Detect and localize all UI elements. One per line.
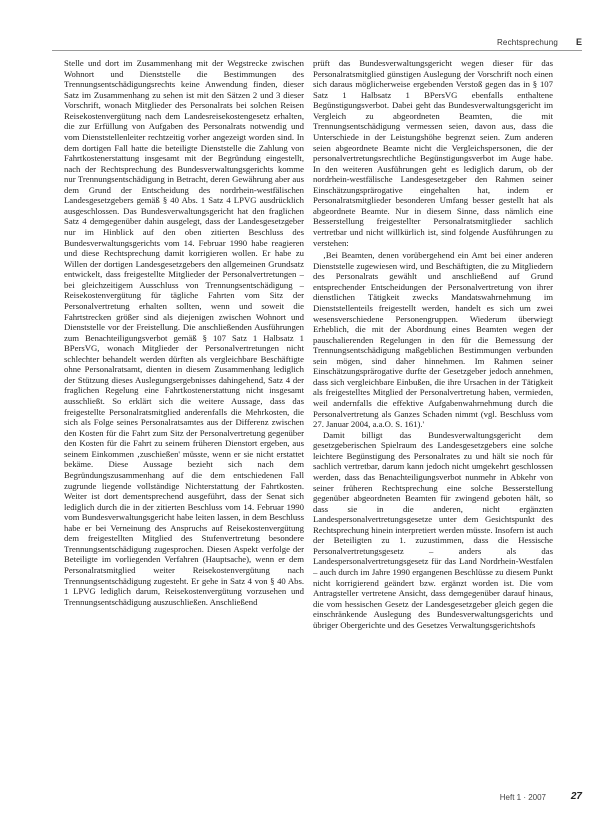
paragraph: Damit billigt das Bundesverwaltungsgericht dem gesetzgeberischen Spielraum des Landesgesetzgebers eine solche leichtere Begünstigung des Personalrates zu und hält sie noch für sachlich vertretbar, darum kann jedoch nicht umgekehrt geschlossen werden, dass das Benachteiligungsverbot nunmehr in Abkehr von seiner früheren Rechtsprechung eine solche Besserstellung gegenüber abgeordneten Beamten für zwingend geboten hält, so dass sie in die anderen, nicht ergänzten Landespersonalvertretungsgesetze unter dem Gesichtspunkt des Rechtsprechung hinein interpretiert werden müsste. Insofern ist auch der Beteiligten zu 1. zuzustimmen, dass die Hessische Personalvertretungsgesetz – anders als das Landespersonalvertretungsgesetz für das Land Nordrhein-Westfalen – auch durch im Jahre 1990 ergangenen Beschlüsse zu diesem Punkt nicht korrigierend geändert bzw. ergänzt worden ist. Die vom Antragsteller vertretene Ansicht, dass demgegenüber darauf hinaus, die vom hessischen Gesetz der Landesgesetzgeber gleich gegen die einschränkende Auslegung des Bundesverwaltungsgerichts und übriger Obergerichte und des Gesetzes Verwaltungsgerichtshofs <box>313 429 553 630</box>
header-rule <box>52 50 582 51</box>
paragraph: prüft das Bundesverwaltungsgericht wegen dieser für das Personalratsmitglied günstigen Auslegung der Vorschrift noch einen sich daraus möglicherweise ergebenden Verstoß gegen das in § 107 Satz 1 Halbsatz 1 BPersVG ebenfalls enthaltene Begünstigungsverbot. Dabei geht das Bundesverwaltungsgericht im Vergleich zu abgeordneten Beamten, die mit Trennungsentschädigung vermessen seien, davon aus, dass die Unterschiede in der Leistungshöhe begrenzt seien. Zum anderen seien abgeordnete Beamte nicht die Vergleichspersonen, die der personalvertretungsrechtliche Begünstigungsverbot im Auge habe. In den weiteren Ausführungen geht es lediglich darum, ob der nordrhein-westfälische Landesgesetzgeber den Rahmen seiner Einschätzungsprärogative eingehalten hat, indem er Personalratsmitglieder besonderen Umfang besser gestellt hat als abgeordnete Beamte. Nur in diesem Sinne, dass nämlich eine Besserstellung freigestellter Personalratsmitglieder sachlich vertretbar und nicht willkürlich ist, sind folgende Ausführungen zu verstehen: <box>313 58 553 248</box>
paragraph: Stelle und dort im Zusammenhang mit der Wegstrecke zwischen Wohnort und Dienststelle die Bestimmungen des Trennungsentschädigungsrechts keine Anwendung finden, dieser Satz im Zusammenhang zu sehen ist mit den Sätzen 2 und 3 dieser Vorschrift, wonach Mitglieder des Personalrats bei solchen Reisen Reisekostenvergütung nach dem Landesreisekostengesetz erhalten, die zur Erfüllung von Aufgaben des Personalrats notwendig und vom Dienststellenleiter rechtzeitig vorher angezeigt worden sind. In dem dortigen Fall hatte die beteiligte Dienststelle die Zahlung von Fahrtkostenerstattung insgesamt mit der Begründung eingestellt, nach der Rechtsprechung des Bundesverwaltungsgerichts komme nur Trennungsentschädigung in Betracht, deren Gewährung aber aus dem Grund der Entscheidung des nordrhein-westfälischen Landesgesetzgebers gemäß § 40 Abs. 1 Satz 4 LPVG ausdrücklich ausgeschlossen. Das Bundesverwaltungsgericht hat den fraglichen Satz 4 demgegenüber dahin ausgelegt, dass der Landesgesetzgeber nur im Hinblick auf den oben zitierten Beschluss des Bundesverwaltungsgerichts vom 14. Februar 1990 habe reagieren und diese Rechtsprechung damit korrigieren wollen. Er habe zu Willen der dortigen Landesgesetzgebers den allgemeinen Grundsatz entwickelt, dass freigestellte Mitglieder der Personalvertretungen – bei gleichzeitigem Ausschluss von Trennungsentschädigung – Reisekostenvergütung für tägliche Fahrten vom Sitz der Personalvertretung erhalten sollten, wenn und soweit die Fahrtstrecken größer sind als diejenigen zwischen Wohnort und Dienststelle vor der Freistellung. Die anschließenden Ausführungen zum Benachteiligungsverbot gemäß § 107 Satz 1 Halbsatz 1 BPersVG, wonach Mitglieder der Personalvertretungen nicht schlechter behandelt werden dürften als vergleichbare Beschäftigte ohne Personalratsamt, dienten in diesem Zusammenhang lediglich der Stützung dieses Auslegungsergebnisses dahingehend, Satz 4 der fraglichen Regelung eine Fahrtkostenerstattung nicht insgesamt ausschließt. So erklärt sich die weitere Aussage, dass das freigestellte Personalratsmitglied anderenfalls die Mehrkosten, die sich als Folge seines Personalratsamtes aus der Differenz zwischen den Kosten für die Fahrt zum Sitz der Personalvertretung gegenüber den Kosten für die Fahrt zu seinem früheren Dienstort ergeben, aus seinem Einkommen ‚zuschießen' müsste, wenn er sie nicht erstattet bekäme. Diese Aussage bezieht sich nach dem Begründungszusammenhang auf die dem entschiedenen Fall zugrunde liegende vollständige Nichterstattung der Fahrtkosten. Weiter ist dort dementsprechend ausgeführt, dass der Senat sich lediglich durch die in der zitierten Beschluss vom 14. Februar 1990 vom Bundesverwaltungsgericht habe leiten lassen, in dem Beschluss habe er bei Verneinung des Anspruchs auf Reisekostenvergütung dem freigestellten Mitglied des Stufenvertretung besondere Trennungsentschädigung zugesprochen. Diesen Aspekt verfolge der Beteiligte im vorliegenden Verfahren (Hauptsache), wenn er dem Personalratsmitglied weiter Reisekostenvergütung nach Trennungsentschädigung zugesteht. Er gehe in Satz 4 von § 40 Abs. 1 LPVG lediglich darum, Reisekostenvergütung vorzusehen und Trennungsentschädigung auszuschließen. Anschließend <box>64 58 304 607</box>
section-letter: E <box>575 37 582 47</box>
section-title: Rechtsprechung <box>496 38 558 47</box>
page-footer <box>0 790 602 810</box>
issue-label: Heft 1 · 2007 <box>499 793 546 802</box>
page-number: 27 <box>570 791 582 802</box>
quoted-passage: ‚Bei Beamten, denen vorübergehend ein Amt bei einer anderen Dienststelle zugewiesen wird, und Beschäftigten, die zu Mitgliedern des Personalrats gewählt und anschließend auf Grund entsprechender Entscheidungen der Personalvertretung von ihrer dienstlichen Tätigkeit zwecks Mandatswahrnehmung im Dienststellenteils freigestellt werden, handelt es sich um zwei wesensverschiedene Personengruppen. Wiederum überwiegt Erheblich, die mit der Abordnung eines Beamten wegen der pauschalierenden Regelungen in den für die Bemessung der Trennungsentschädigung maßgeblichen Bestimmungen verbunden sein mögen, sind daher hinnehmen. Im Rahmen seiner Einschätzungsprärogative durfte der Gesetzgeber jedoch annehmen, dass sich vergleichbare Einbußen, die ihre Ursachen in der Tätigkeit als freigestelltes Mitglied der Personalvertretung haben, vermieden, weil andernfalls die effektive Aufgabenwahrnehmung durch die Personalvertretung als Ganzes Schaden nimmt (vgl. Beschluss vom 27. Januar 2004, a.a.O. S. 161).' <box>313 250 553 430</box>
left-column <box>64 58 304 784</box>
right-column <box>313 58 553 784</box>
